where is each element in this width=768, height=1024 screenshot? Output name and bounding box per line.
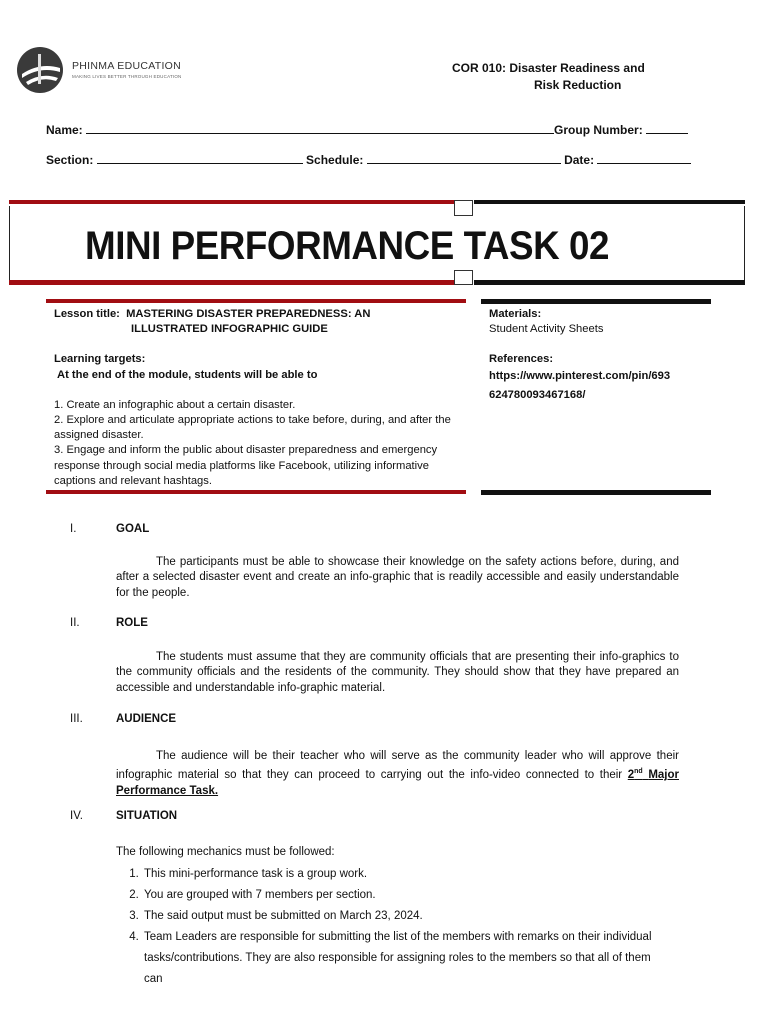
section-title-audience: AUDIENCE bbox=[116, 713, 177, 725]
banner-red-bar-top bbox=[9, 200, 454, 204]
section-title-role: ROLE bbox=[116, 617, 148, 629]
major-task-line2: Performance Task. bbox=[116, 784, 219, 797]
mechanic-item-2: 2. You are grouped with 7 members per section. bbox=[142, 885, 664, 906]
course-code: COR 010: bbox=[452, 61, 507, 75]
logo-emblem-icon bbox=[16, 44, 68, 96]
banner-red-bar-bottom bbox=[9, 280, 454, 285]
lesson-red-bar-top bbox=[46, 299, 466, 303]
reference-link-line2[interactable]: 624780093467168/ bbox=[489, 388, 586, 401]
section-title-situation: SITUATION bbox=[116, 810, 178, 822]
name-field[interactable] bbox=[86, 122, 554, 134]
banner-black-bar-top bbox=[474, 200, 745, 204]
learning-targets-intro: At the end of the module, students will be able to bbox=[57, 368, 318, 381]
references-label: References: bbox=[489, 353, 554, 366]
group-number-label: Group Number: bbox=[554, 123, 643, 137]
date-label: Date: bbox=[564, 153, 595, 167]
course-heading bbox=[452, 60, 712, 94]
section-title-goal: GOAL bbox=[116, 523, 150, 535]
banner-notch-bottom bbox=[454, 270, 473, 285]
learning-target-1: 1. Create an infographic about a certain disaster. bbox=[54, 398, 296, 411]
audience-text bbox=[116, 749, 679, 799]
lesson-red-bar-bottom bbox=[46, 490, 466, 494]
goal-text: The participants must be able to showcase their knowledge on the safety actions before, during, and after a selected disaster event and create an info-graphic that is readily accessible and easily understandable for the people. bbox=[116, 556, 679, 599]
course-title-line1: Disaster Readiness and bbox=[509, 61, 645, 75]
group-number-field[interactable] bbox=[646, 122, 688, 134]
schedule-label: Schedule: bbox=[306, 153, 364, 167]
mechanic-item-3: 3. The said output must be submitted on March 23, 2024. bbox=[142, 906, 664, 927]
title-banner bbox=[9, 200, 745, 286]
mechanic-item-1: 1. This mini-performance task is a group work. bbox=[142, 864, 664, 885]
course-title-line2: Risk Reduction bbox=[534, 78, 622, 92]
section-field[interactable] bbox=[97, 152, 303, 164]
section-number-goal: I. bbox=[70, 523, 77, 535]
section-number-role: II. bbox=[70, 617, 80, 629]
materials-box bbox=[489, 307, 714, 406]
phinma-logo bbox=[16, 44, 192, 96]
major-task-sup: nd bbox=[634, 768, 643, 776]
reference-link-line1[interactable]: https://www.pinterest.com/pin/693 bbox=[489, 369, 671, 382]
section-number-situation: IV. bbox=[70, 810, 84, 822]
date-field[interactable] bbox=[597, 152, 691, 164]
section-number-audience: III. bbox=[70, 713, 83, 725]
lesson-title-line1: MASTERING DISASTER PREPAREDNESS: AN bbox=[126, 308, 371, 320]
mechanic-item-4: 4. Team Leaders are responsible for submitting the list of the members with remarks on their individual tasks/contributions. They are also responsible for assigning roles to the members so that all of them can bbox=[142, 927, 664, 990]
name-label: Name: bbox=[46, 123, 83, 137]
name-row bbox=[46, 122, 688, 137]
logo-tagline: MAKING LIVES BETTER THROUGH EDUCATION bbox=[72, 74, 182, 79]
audience-body: The audience will be their teacher who will serve as the community leader who will approve their infographic material so that they can proceed to carrying out the info-video connected to their bbox=[116, 750, 679, 782]
situation-intro: The following mechanics must be followed: bbox=[116, 846, 335, 858]
schedule-field[interactable] bbox=[367, 152, 561, 164]
page-title: MINI PERFORMANCE TASK 02 bbox=[85, 224, 609, 268]
banner-notch-top bbox=[454, 200, 473, 216]
learning-target-2: 2. Explore and articulate appropriate actions to take before, during, and after the assigned disaster. bbox=[54, 414, 451, 442]
materials-black-bar-top bbox=[481, 299, 711, 304]
learning-target-3: 3. Engage and inform the public about disaster preparedness and emergency response through social media platforms like Facebook, utilizing informative captions and relevant hashtags. bbox=[54, 444, 438, 487]
role-text: The students must assume that they are community officials that are presenting their info-graphics to the community officials and the residents of the community. They should show that they have prepared an accessible and understandable info-graphic material. bbox=[116, 651, 679, 694]
major-task-number: 2 bbox=[627, 769, 635, 782]
mechanics-list bbox=[116, 864, 664, 990]
lesson-title-line2: ILLUSTRATED INFOGRAPHIC GUIDE bbox=[131, 323, 328, 336]
banner-black-bar-bottom bbox=[474, 280, 745, 285]
logo-name: PHINMA EDUCATION bbox=[72, 60, 182, 72]
materials-value: Student Activity Sheets bbox=[489, 323, 604, 336]
section-row bbox=[46, 152, 691, 167]
lesson-title-label: Lesson title: bbox=[54, 308, 120, 320]
lesson-box bbox=[54, 307, 469, 489]
materials-black-bar-bottom bbox=[481, 490, 711, 495]
major-task-word: Major bbox=[648, 769, 679, 782]
learning-targets-label: Learning targets: bbox=[54, 353, 146, 366]
materials-label: Materials: bbox=[489, 308, 542, 320]
section-label: Section: bbox=[46, 153, 94, 167]
